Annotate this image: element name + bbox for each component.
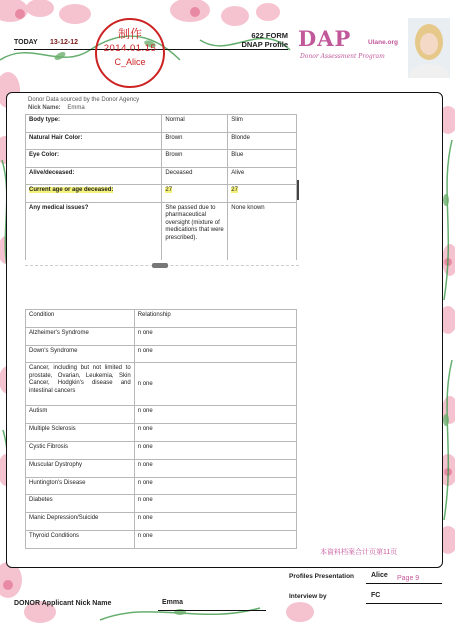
table-row	[26, 477, 297, 495]
caption-nick-value: Emma	[67, 105, 85, 111]
caption-source: Donor Data sourced by the Donor Agency	[28, 97, 140, 103]
table-row	[26, 495, 297, 513]
relationship-cell: n one	[134, 441, 296, 459]
condition-cell: Down's Syndrome	[26, 345, 135, 363]
column-header-relationship: Relationship	[134, 310, 296, 328]
relationship-cell: n one	[134, 477, 296, 495]
table-header-row	[26, 310, 297, 328]
row-label: Any medical issues?	[26, 202, 162, 260]
page-number: Page 9	[397, 575, 420, 582]
table-row	[26, 363, 297, 406]
donor-nickname-underline	[158, 610, 266, 611]
row-label: Natural Hair Color:	[26, 132, 162, 150]
condition-cell: Manic Depression/Suicide	[26, 513, 135, 531]
portrait-photo	[408, 18, 450, 78]
relationship-cell: n one	[134, 530, 296, 548]
relationship-cell: n one	[134, 363, 296, 406]
other-value: Alive	[228, 167, 297, 185]
donor-value: Deceased	[162, 167, 228, 185]
other-value: Blue	[228, 150, 297, 168]
form-title	[214, 31, 288, 49]
table-row	[26, 459, 297, 477]
condition-cell: Diabetes	[26, 495, 135, 513]
relationship-cell: n one	[134, 424, 296, 442]
condition-cell: Cystic Fibrosis	[26, 441, 135, 459]
logo-subtitle: Donor Assessment Program	[300, 53, 385, 60]
form-subtitle: DNAP Profile	[241, 40, 288, 49]
donor-nickname-label: DONOR Applicant Nick Name	[14, 600, 112, 607]
highlighted-text: 27	[165, 187, 173, 193]
table-row	[26, 150, 297, 168]
interview-by-value: FC	[371, 592, 381, 599]
expand-handle[interactable]	[152, 263, 168, 268]
profiles-presentation-value: Alice	[371, 572, 388, 579]
column-header-condition: Condition	[26, 310, 135, 328]
row-label: Alive/deceased:	[26, 167, 162, 185]
donor-value: Brown	[162, 150, 228, 168]
today-label: TODAY	[14, 39, 38, 46]
table-row	[26, 345, 297, 363]
today-date: 13-12-12	[50, 39, 79, 46]
table-scrollbar[interactable]	[297, 180, 299, 200]
relationship-cell: n one	[134, 406, 296, 424]
table-row	[26, 530, 297, 548]
stamp-date: 2014.01.15	[103, 43, 157, 54]
condition-cell: Alzheimer's Syndrome	[26, 327, 135, 345]
stamp-title: 制作	[117, 27, 142, 41]
table-row	[26, 185, 297, 203]
form-number: 622 FORM	[251, 31, 288, 40]
condition-cell: Huntington's Disease	[26, 477, 135, 495]
stamp-author: C_Alice	[114, 57, 146, 67]
other-value: None known	[228, 202, 297, 260]
condition-cell: Muscular Dystrophy	[26, 459, 135, 477]
table-row	[26, 513, 297, 531]
interview-by-label: Interview by	[289, 593, 327, 600]
page-reference: 本資料档案合计页第11页	[320, 549, 398, 556]
relationship-cell: n one	[134, 345, 296, 363]
donor-value: She passed due to pharmaceutical oversight (mixture of medications that were prescribed).	[162, 202, 228, 260]
condition-cell: Autism	[26, 406, 135, 424]
logo-domain: Ulane.org	[368, 39, 398, 46]
profiles-presentation-label: Profiles Presentation	[289, 573, 355, 580]
other-value	[228, 185, 297, 203]
condition-cell: Multiple Sclerosis	[26, 424, 135, 442]
interview-underline	[366, 603, 442, 604]
other-value: Blonde	[228, 132, 297, 150]
conditions-table	[25, 309, 297, 549]
donor-data-table	[25, 114, 297, 260]
row-label: Eye Color:	[26, 150, 162, 168]
donor-data-caption	[28, 96, 139, 112]
donor-nickname-value: Emma	[162, 599, 184, 606]
relationship-cell: n one	[134, 327, 296, 345]
donor-value: Normal	[162, 115, 228, 133]
row-label: Body type:	[26, 115, 162, 133]
relationship-cell: n one	[134, 513, 296, 531]
highlighted-text: Current age or age deceased:	[29, 187, 114, 193]
donor-value: Brown	[162, 132, 228, 150]
highlighted-text: 27	[231, 187, 238, 193]
table-row	[26, 441, 297, 459]
donor-value	[162, 185, 228, 203]
other-value: Slim	[228, 115, 297, 133]
caption-nickname	[28, 104, 139, 112]
table-row	[26, 132, 297, 150]
table-row	[26, 327, 297, 345]
dap-logo	[298, 26, 408, 66]
table-row	[26, 202, 297, 260]
table-row	[26, 424, 297, 442]
relationship-cell: n one	[134, 495, 296, 513]
condition-cell: Cancer, including but not limited to prostate, Ovarian, Leukemia, Skin Cancer, Hodgkin's disease and intestinal cancers	[26, 363, 135, 406]
caption-nick-label: Nick Name:	[28, 105, 61, 111]
profiles-underline	[366, 583, 442, 584]
approval-stamp	[95, 18, 165, 88]
table-row	[26, 406, 297, 424]
table-row	[26, 115, 297, 133]
condition-cell: Thyroid Conditions	[26, 530, 135, 548]
relationship-cell: n one	[134, 459, 296, 477]
table-row	[26, 167, 297, 185]
row-label	[26, 185, 162, 203]
logo-wordmark: DAP	[298, 26, 352, 51]
